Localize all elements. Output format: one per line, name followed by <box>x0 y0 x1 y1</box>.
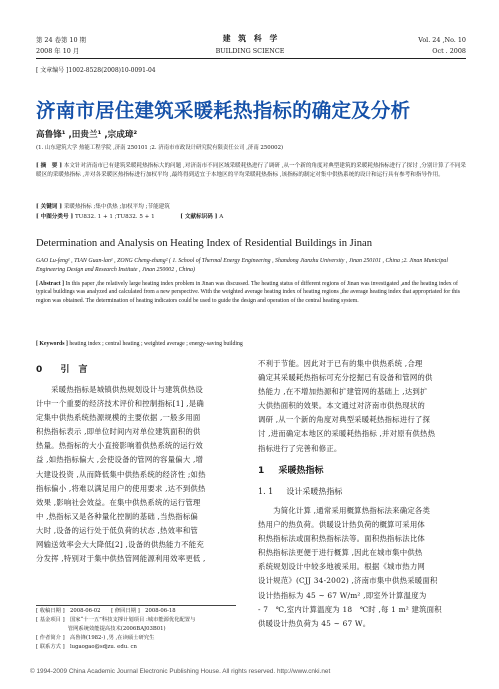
section-0-title: 引 言 <box>60 365 88 375</box>
body-line: 效果 ,影响社会效益。在集中供热系统的运行管理 <box>36 497 201 507</box>
clc-label: [ 中图分类号 ] <box>36 214 74 220</box>
body-line: 中 ,热指标又是各种量化控制的基础 ,当热指标偏 <box>36 511 199 521</box>
footnote-author: [ 作者简介 ] 高鲁锋(1982-) ,男 ,在读硕士研究生 <box>36 635 155 641</box>
body-line: 热用户的热负荷。供暖设计热负荷的概算可采用体 <box>258 520 425 530</box>
body-line: 益 ,如热指标偏大 ,会使设备的管网的容量偏大 ,增 <box>36 455 204 465</box>
section-0-number: 0 <box>36 365 43 375</box>
body-line: 不利于节能。因此对于已有的集中供热系统 ,合理 <box>258 359 423 368</box>
subsection-1-1-number: 1. 1 <box>258 487 274 496</box>
footnote-contact: [ 联系方式 ] lugaogao@sdjzu. edu. cn <box>36 644 137 650</box>
date-cn: 2008 年 10 月 <box>36 47 80 55</box>
footnote-rule <box>36 605 236 606</box>
body-line: 计中一个重要的经济技术评价和控制指标[1] ,是确 <box>36 399 204 409</box>
abstract-cn-text: 本文针对济南市已有建筑采暖耗热指标大的问题 ,对济南市不同区域采暖耗热进行了调研 ,从一个新的角度对典型建筑的采暖耗热指标进行了探讨 ,分别计算了不同采暖区的采暖热指标 ,并对各采暖区热指标进行加权平均 ,最终得到适宜于本地区的平均采暖耗热指标 ,该指标的制定对集中供热系统的设计和运行具有参考和指导作用。 <box>36 163 466 179</box>
article-number: [ 文章编号 ]1002-8528(2008)10-0091-04 <box>36 67 156 74</box>
body-line: 分发挥 ,特别对于集中供热管网能源利用效率更低 , <box>36 554 206 564</box>
body-line: 调研 ,从一个新的角度对典型采暖耗热指标进行了探 <box>258 415 431 425</box>
body-line: 积热指标法或面积热指标法等。面积热指标法比体 <box>258 534 425 544</box>
body-line: 系统规划设计中较多地被采用。根据《城市热力网 <box>258 562 425 572</box>
body-line: 大建设投资 ,从而降低集中供热系统的经济性 ;如热 <box>36 469 206 479</box>
footnote-funding-cont: 管网系统效能提高技术(2006BAJ03B01) <box>36 626 166 632</box>
header-rule <box>36 58 466 59</box>
body-line: 确定其采暖耗热指标可充分挖掘已有设备和管网的供 <box>258 373 433 383</box>
abstract-cn-label: [ 摘 要 ] <box>36 163 62 169</box>
body-line: 热量。热指标的大小直接影响着供热系统的运行效 <box>36 441 203 451</box>
body-line: 大供热面积的效果。本文通过对济南市供热现状的 <box>258 401 425 411</box>
footnote-received: [ 收稿日期 ] 2008-06-02 [ 修回日期 ] 2008-06-18 <box>36 608 176 614</box>
body-line: 大时 ,设备的运行处于低负荷的状态 ,热效率和管 <box>36 525 199 535</box>
paper-title-cn: 济南市居住建筑采暖耗热指标的确定及分析 <box>36 99 411 122</box>
keywords-cn-label: [ 关键词 ] <box>36 204 62 210</box>
volume-issue-en: Vol. 24 ,No. 10 <box>418 36 466 44</box>
abstract-en-text: In this paper ,the relatively large heating index problem in Jinan was discussed. The heating status of different regions of Jinan was investigated ,and the heating index of typical buildings was analyzed and calculated from a new perspective. With the weighted average heating index of heating regions ,the average heating index that appropriated for this region was obtained. The determination of heating indicators could be used to guide the design and operation of the central heating system. <box>36 281 460 304</box>
body-line: 讨 ,进而确定本地区的采暖耗热指标 ,并对原有供热热 <box>258 429 436 439</box>
body-line: - 7 ℃,室内计算温度为 18 ℃时 ,每 1 m² 建筑面积 <box>258 604 442 614</box>
section-1-title: 采暖热指标 <box>278 466 324 476</box>
section-1-number: 1 <box>258 466 265 476</box>
affiliations-cn: (1. 山东建筑大学 热能工程学院 ,济南 250101 ;2. 济南市市政设计研究院有限责任公司 ,济南 250002) <box>36 145 284 151</box>
authors-en: GAO Lu-feng¹ , TIAN Guan-lan¹ , ZONG Cheng-zhang² ( 1. School of Thermal Energy Engineering , Shandong Jianzhu University , Jinan 250101 , China ;2. Jinan Municipal Engineering Design and Research Institute , Jinan 250002 , China) <box>36 258 448 273</box>
abstract-cn <box>36 162 468 180</box>
doc-code-label: [ 文献标识码 ] <box>180 214 218 220</box>
doc-code-value: A <box>219 214 224 220</box>
keywords-en-label: [ Keywords ] <box>36 341 68 347</box>
volume-issue-cn: 第 24 卷第 10 期 <box>36 36 86 44</box>
body-line: 指标进行了完善和修正。 <box>258 443 342 453</box>
section-1-heading <box>258 463 324 476</box>
abstract-en <box>36 280 468 305</box>
body-line: 定集中供热系统热源规模的主要依据 ,一般多用面 <box>36 413 201 423</box>
section-0-body <box>36 383 248 566</box>
section-0-heading <box>36 362 88 375</box>
subsection-1-1-heading <box>258 486 342 497</box>
keywords-en <box>36 341 468 347</box>
classification-cn <box>36 212 223 220</box>
body-line: 热能力 ,在不增加热源和扩建管网的基础上 ,达到扩 <box>258 387 428 397</box>
journal-name-en: BUILDING SCIENCE <box>215 47 285 55</box>
body-line: 网输送效率会大大降低[2] ,设备的供热能力不能充 <box>36 540 204 550</box>
keywords-cn <box>36 202 170 210</box>
body-line: 采暖热指标是城镇供热规划设计与建筑供热设 <box>36 385 203 394</box>
clc-value: TU832. 1 + 1 ;TU832. 5 + 1 <box>74 214 155 220</box>
body-line: 指标偏小 ,将难以满足用户的使用要求 ,达不到供热 <box>36 483 206 493</box>
abstract-en-label: [ Abstract ] <box>36 281 65 287</box>
body-line: 为简化计算 ,通常采用概算热指标法来确定各类 <box>258 506 431 515</box>
date-en: Oct . 2008 <box>432 47 466 55</box>
body-line: 供暖设计热负荷为 45 ~ 67 W。 <box>258 618 371 628</box>
paper-title-en: Determination and Analysis on Heating Index of Residential Buildings in Jinan <box>36 238 373 249</box>
body-line: 积热指标表示 ,即单位时间内对单位建筑面积的供 <box>36 427 201 437</box>
footnote-funding: [ 基金项目 ] 国家“十一五”科技支撑计划项目 :城市能源优化配置与 <box>36 617 196 623</box>
body-line: 积热指标法更便于进行概算 ,因此在城市集中供热 <box>258 548 423 558</box>
subsection-1-1-title: 设计采暖热指标 <box>286 487 343 496</box>
copyright-footer: © 1994-2009 China Academic Journal Electronic Publishing House. All rights reserved. http://www.cnki.net <box>30 668 331 675</box>
body-line: 设计规范》(CJJ 34-2002) ,济南市集中供热采暖面积 <box>258 576 438 586</box>
body-line: 设计热指标为 45 ~ 67 W/m² ,即室外计算温度为 <box>258 590 427 600</box>
intro-continuation <box>258 357 470 456</box>
journal-name-cn: 建 筑 科 学 <box>222 34 278 43</box>
keywords-cn-text: 采暖热指标 ;集中供热 ;加权平均 ;节能建筑 <box>63 204 170 210</box>
section-1-body <box>258 504 470 631</box>
authors-cn: 高鲁锋¹ ,田贵兰¹ ,宗成璋² <box>36 130 138 140</box>
keywords-en-text: heating index ; central heating ; weighted average ; energy-saving building <box>69 341 243 347</box>
